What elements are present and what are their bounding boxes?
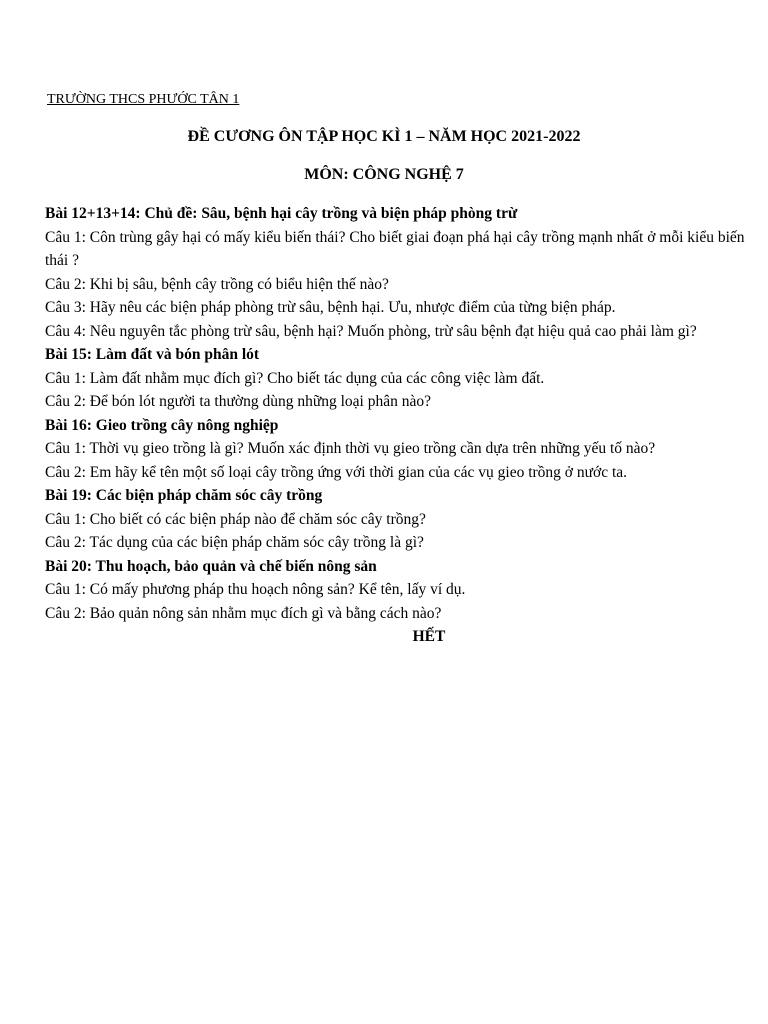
section-title: Bài 15: Làm đất và bón phân lót: [45, 346, 260, 363]
question: Câu 2: Khi bị sâu, bệnh cây trồng có biểu hiện thế nào?: [45, 275, 389, 293]
question: Câu 1: Làm đất nhằm mục đích gì? Cho biết tác dụng của các công việc làm đất.: [45, 369, 545, 387]
section-title: Bài 12+13+14: Chủ đề: Sâu, bệnh hại cây trồng và biện pháp phòng trừ: [45, 205, 518, 222]
content-body: [45, 202, 745, 649]
question: Câu 1: Có mấy phương pháp thu hoạch nông sản? Kể tên, lấy ví dụ.: [45, 581, 466, 598]
section-title: Bài 19: Các biện pháp chăm sóc cây trồng: [45, 487, 323, 504]
question: Câu 2: Bảo quản nông sản nhằm mục đích gì và bằng cách nào?: [45, 604, 442, 622]
question: Câu 1: Côn trùng gây hại có mấy kiểu biến thái? Cho biết giai đoạn phá hại cây trồng mạnh nhất ở mỗi kiểu biến thái ?: [45, 228, 745, 269]
school-name: TRƯỜNG THCS PHƯỚC TÂN 1: [47, 92, 240, 107]
section-title: Bài 20: Thu hoạch, bảo quản và chế biến nông sản: [45, 557, 377, 575]
question: Câu 1: Thời vụ gieo trồng là gì? Muốn xác định thời vụ gieo trồng cần dựa trên những yếu tố nào?: [45, 440, 656, 457]
subject-title: MÔN: CÔNG NGHỆ 7: [304, 166, 464, 183]
question: Câu 3: Hãy nêu các biện pháp phòng trừ sâu, bệnh hại. Ưu, nhược điểm của từng biện pháp.: [45, 299, 616, 316]
question: Câu 2: Em hãy kể tên một số loại cây trồng ứng với thời gian của các vụ gieo trồng ở nước ta.: [45, 463, 628, 481]
document-title: ĐỀ CƯƠNG ÔN TẬP HỌC KÌ 1 – NĂM HỌC 2021-2022: [187, 128, 581, 145]
question: Câu 2: Để bón lót người ta thường dùng những loại phân nào?: [45, 393, 431, 410]
question: Câu 1: Cho biết có các biện pháp nào để chăm sóc cây trồng?: [45, 510, 426, 528]
end-marker: HẾT: [412, 628, 446, 645]
section-title: Bài 16: Gieo trồng cây nông nghiệp: [45, 416, 279, 434]
question: Câu 2: Tác dụng của các biện pháp chăm sóc cây trồng là gì?: [45, 534, 424, 551]
question: Câu 4: Nêu nguyên tắc phòng trừ sâu, bệnh hại? Muốn phòng, trừ sâu bệnh đạt hiệu quả cao phải làm gì?: [45, 322, 697, 340]
